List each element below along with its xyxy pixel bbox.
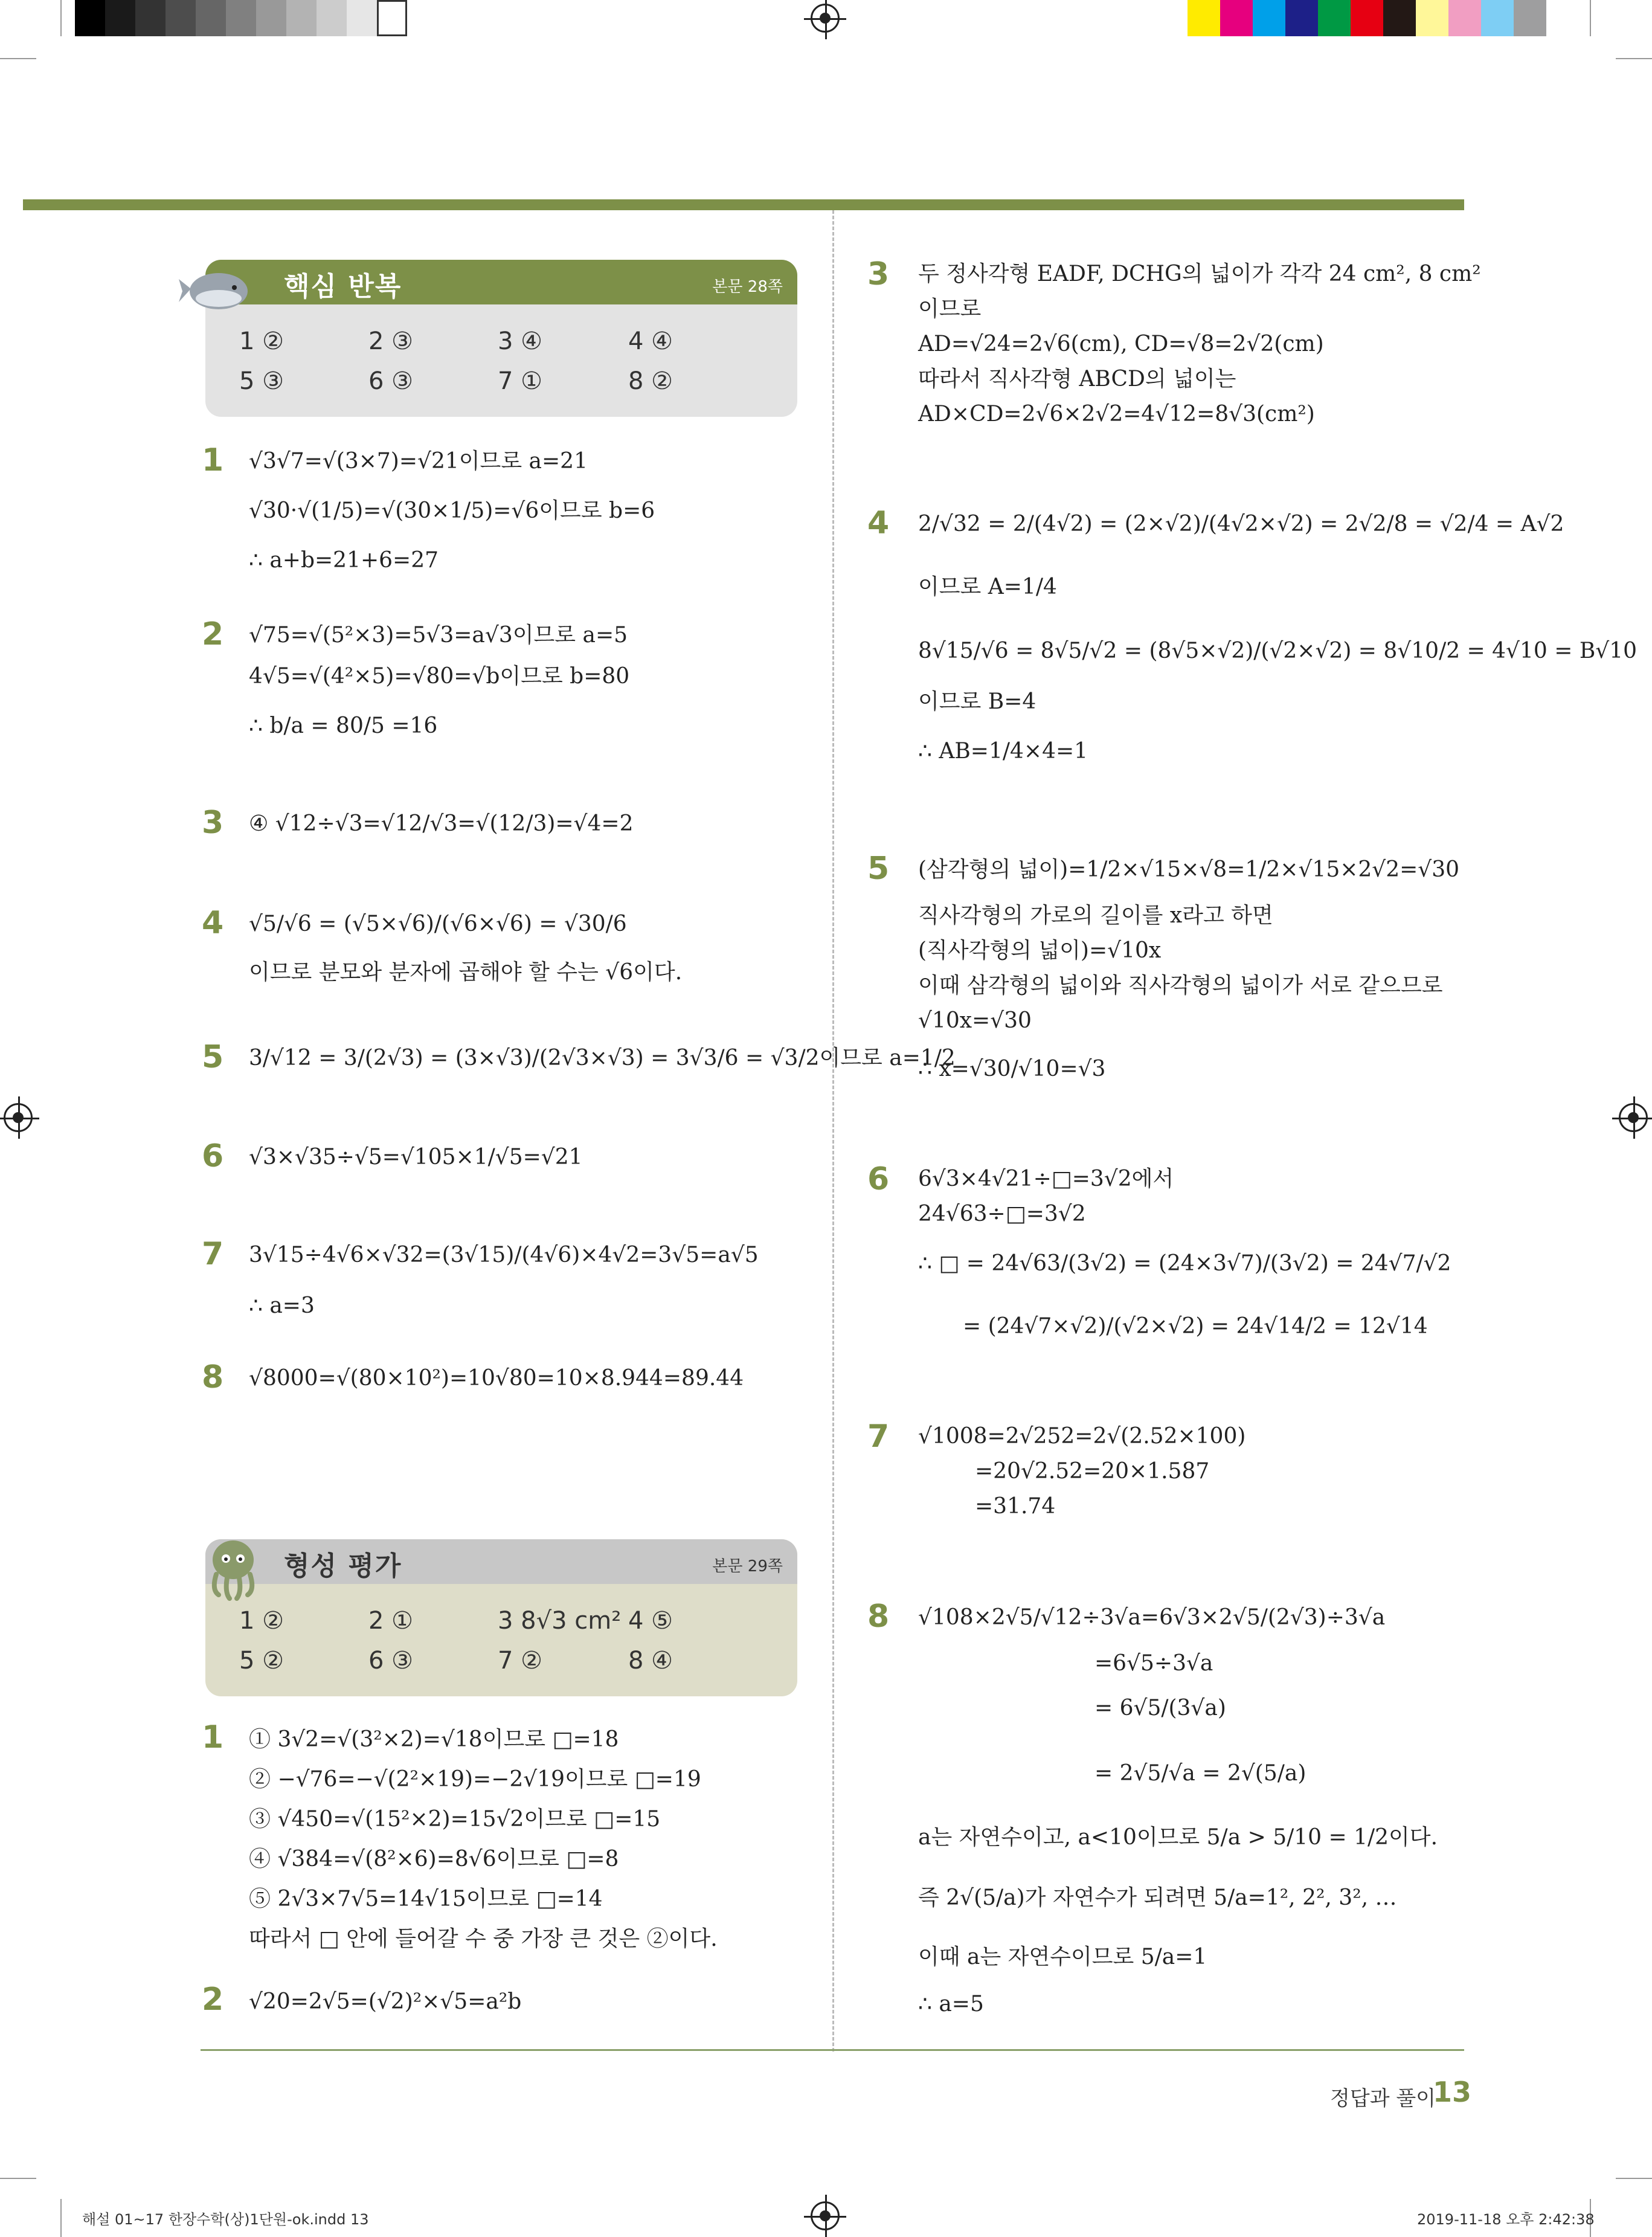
solution-line: ④ √12÷√3=√12/√3=√(12/3)=√4=2 — [249, 811, 634, 836]
solution-line: 3√15÷4√6×√32=(3√15)/(4√6)×4√2=3√5=a√5 — [249, 1243, 759, 1267]
answer-item: 6 ③ — [368, 367, 414, 395]
question-number: 3 — [202, 805, 224, 841]
registration-mark-icon — [1619, 1103, 1648, 1132]
solution-line: 24√63÷□=3√2 — [918, 1202, 1086, 1226]
solution-line: √3×√35÷√5=√105×1/√5=√21 — [249, 1145, 583, 1170]
solution-line: ③ √450=√(15²×2)=15√2이므로 □=15 — [249, 1807, 661, 1832]
solution-line: 4√5=√(4²×5)=√80=√b이므로 b=80 — [249, 664, 630, 689]
answer-item: 3 ④ — [498, 327, 543, 355]
solution-line: ④ √384=√(8²×6)=8√6이므로 □=8 — [249, 1847, 619, 1872]
footer-rule — [201, 2049, 1464, 2051]
solution-line: 따라서 □ 안에 들어갈 수 중 가장 큰 것은 ②이다. — [249, 1926, 718, 1951]
solution-line: =31.74 — [975, 1494, 1056, 1519]
solution-line: ∴ x=√30/√10=√3 — [918, 1057, 1106, 1081]
solution-line: 이때 a는 자연수이므로 5/a=1 — [918, 1945, 1207, 1969]
solution-line: 8√15/√6 = 8√5/√2 = (8√5×√2)/(√2×√2) = 8√10/2 = 4√10 = B√10 — [918, 639, 1638, 663]
solution-line: 이때 삼각형의 넓이와 직사각형의 넓이가 서로 같으므로 — [918, 973, 1443, 998]
answer-item: 1 ② — [239, 327, 284, 355]
solution-line: ∴ a=5 — [918, 1992, 984, 2017]
solution-line: √5/√6 = (√5×√6)/(√6×√6) = √30/6 — [249, 912, 627, 936]
solution-line: = 2√5/√a = 2√(5/a) — [1094, 1761, 1306, 1786]
solution-line: 즉 2√(5/a)가 자연수가 되려면 5/a=1², 2², 3², … — [918, 1885, 1397, 1910]
gray-swatch — [317, 0, 347, 36]
answer-item: 2 ③ — [368, 327, 414, 355]
crop-mark — [0, 58, 36, 59]
solution-line: √8000=√(80×10²)=10√80=10×8.944=89.44 — [249, 1366, 744, 1391]
question-number: 7 — [867, 1418, 890, 1455]
question-number: 8 — [202, 1359, 224, 1395]
color-swatch — [1416, 0, 1448, 36]
gray-swatch — [135, 0, 166, 36]
solution-line: 이므로 분모와 분자에 곱해야 할 수는 √6이다. — [249, 960, 683, 985]
footer-title: 정답과 풀이 — [1330, 2087, 1436, 2111]
solution-line: 이므로 A=1/4 — [918, 575, 1057, 599]
crop-mark — [1616, 2178, 1652, 2179]
color-swatch — [1318, 0, 1351, 36]
page-ref: 본문 28쪽 — [712, 278, 783, 296]
solution-line: √75=√(5²×3)=5√3=a√3이므로 a=5 — [249, 623, 628, 648]
header-rule — [23, 199, 1464, 210]
registration-mark-icon — [811, 4, 840, 33]
gray-swatch — [226, 0, 256, 36]
answer-item: 6 ③ — [368, 1647, 414, 1675]
box-title: 형성 평가 — [284, 1551, 402, 1582]
solution-line: = (24√7×√2)/(√2×√2) = 24√14/2 = 12√14 — [963, 1314, 1428, 1339]
solution-line: = 6√5/(3√a) — [1094, 1696, 1226, 1720]
solution-line: 따라서 직사각형 ABCD의 넓이는 — [918, 367, 1236, 391]
color-swatch — [1481, 0, 1514, 36]
crop-mark — [60, 0, 62, 36]
gray-swatch — [256, 0, 286, 36]
question-number: 4 — [867, 505, 890, 541]
question-number: 1 — [202, 1719, 224, 1756]
answer-item: 7 ② — [498, 1647, 543, 1675]
answer-item: 4 ⑤ — [628, 1607, 673, 1635]
whale-mascot-icon — [176, 254, 255, 314]
solution-line: (직사각형의 넓이)=√10x — [918, 938, 1162, 963]
solution-line: (삼각형의 넓이)=1/2×√15×√8=1/2×√15×2√2=√30 — [918, 857, 1460, 882]
box-title: 핵심 반복 — [284, 271, 402, 302]
solution-line: ∴ AB=1/4×4=1 — [918, 739, 1088, 764]
question-number: 5 — [202, 1039, 224, 1075]
solution-line: √3√7=√(3×7)=√21이므로 a=21 — [249, 449, 588, 474]
color-swatch — [1514, 0, 1546, 36]
question-number: 6 — [867, 1161, 890, 1197]
solution-line: AD×CD=2√6×2√2=4√12=8√3(cm²) — [918, 402, 1315, 426]
question-number: 2 — [202, 616, 224, 652]
gray-swatch — [377, 0, 407, 36]
answer-item: 7 ① — [498, 367, 543, 395]
solution-line: ∴ a+b=21+6=27 — [249, 548, 439, 573]
solution-line: AD=√24=2√6(cm), CD=√8=2√2(cm) — [918, 332, 1324, 356]
color-swatch — [1285, 0, 1318, 36]
solution-line: 6√3×4√21÷□=3√2에서 — [918, 1167, 1174, 1191]
answer-box-formative-assessment — [205, 1539, 797, 1696]
question-number: 3 — [867, 256, 890, 292]
solution-line: 2/√32 = 2/(4√2) = (2×√2)/(4√2×√2) = 2√2/8 = √2/4 = A√2 — [918, 512, 1564, 536]
crop-mark — [60, 2199, 62, 2237]
gray-swatch — [347, 0, 377, 36]
color-swatch — [1253, 0, 1285, 36]
question-number: 4 — [202, 905, 224, 941]
question-number: 2 — [202, 1981, 224, 2018]
octopus-mascot-icon — [203, 1534, 263, 1601]
solution-line: =20√2.52=20×1.587 — [975, 1459, 1210, 1484]
crop-mark — [0, 2178, 36, 2179]
solution-line: 이므로 — [918, 297, 982, 321]
question-number: 6 — [202, 1138, 224, 1174]
gray-swatch — [286, 0, 317, 36]
question-number: 8 — [867, 1598, 890, 1635]
gray-swatch — [105, 0, 135, 36]
answer-item: 3 8√3 cm² — [498, 1607, 622, 1635]
solution-line: √108×2√5/√12÷3√a=6√3×2√5/(2√3)÷3√a — [918, 1605, 1386, 1630]
column-divider — [832, 210, 834, 2052]
solution-line: a는 자연수이고, a<10이므로 5/a > 5/10 = 1/2이다. — [918, 1825, 1438, 1850]
solution-line: 3/√12 = 3/(2√3) = (3×√3)/(2√3×√3) = 3√3/6 = √3/2이므로 a=1/2 — [249, 1046, 956, 1070]
answer-item: 2 ① — [368, 1607, 414, 1635]
color-swatch — [1220, 0, 1253, 36]
color-swatch — [1188, 0, 1220, 36]
solution-line: ∴ a=3 — [249, 1293, 315, 1318]
question-number: 7 — [202, 1236, 224, 1272]
color-swatch — [1383, 0, 1416, 36]
answer-item: 5 ② — [239, 1647, 284, 1675]
solution-line: √10x=√30 — [918, 1008, 1032, 1033]
solution-line: ⑤ 2√3×7√5=14√15이므로 □=14 — [249, 1887, 603, 1911]
solution-line: √30·√(1/5)=√(30×1/5)=√6이므로 b=6 — [249, 498, 655, 523]
solution-line: 이므로 B=4 — [918, 689, 1037, 714]
question-number: 1 — [202, 442, 224, 478]
solution-line: ∴ b/a = 80/5 =16 — [249, 713, 438, 738]
page-ref: 본문 29쪽 — [712, 1557, 783, 1576]
solution-line: √20=2√5=(√2)²×√5=a²b — [249, 1989, 522, 2014]
gray-swatch — [166, 0, 196, 36]
solution-line: 직사각형의 가로의 길이를 x라고 하면 — [918, 903, 1273, 928]
answer-item: 4 ④ — [628, 327, 673, 355]
answer-item: 5 ③ — [239, 367, 284, 395]
solution-line: 두 정사각형 EADF, DCHG의 넓이가 각각 24 cm², 8 cm² — [918, 262, 1481, 286]
question-number: 5 — [867, 851, 890, 887]
answer-item: 8 ④ — [628, 1647, 673, 1675]
page-number: 13 — [1433, 2076, 1472, 2108]
slug-filename: 해설 01~17 한장수학(상)1단원-ok.indd 13 — [82, 2211, 369, 2228]
solution-line: √1008=2√252=2√(2.52×100) — [918, 1424, 1246, 1449]
gray-swatch — [196, 0, 226, 36]
solution-line: =6√5÷3√a — [1094, 1651, 1213, 1676]
gray-swatch — [75, 0, 105, 36]
answer-item: 1 ② — [239, 1607, 284, 1635]
color-swatch — [1448, 0, 1481, 36]
slug-date: 2019-11-18 오후 2:42:38 — [1417, 2211, 1595, 2228]
color-swatch — [1351, 0, 1383, 36]
answer-item: 8 ② — [628, 367, 673, 395]
registration-mark-icon — [811, 2201, 840, 2230]
registration-mark-icon — [4, 1103, 33, 1132]
solution-line: ① 3√2=√(3²×2)=√18이므로 □=18 — [249, 1727, 619, 1752]
crop-mark — [1616, 58, 1652, 59]
answer-box-core-review — [205, 260, 797, 417]
solution-line: ② −√76=−√(2²×19)=−2√19이므로 □=19 — [249, 1767, 701, 1792]
crop-mark — [1590, 0, 1591, 36]
solution-line: ∴ □ = 24√63/(3√2) = (24×3√7)/(3√2) = 24√7/√2 — [918, 1251, 1451, 1276]
